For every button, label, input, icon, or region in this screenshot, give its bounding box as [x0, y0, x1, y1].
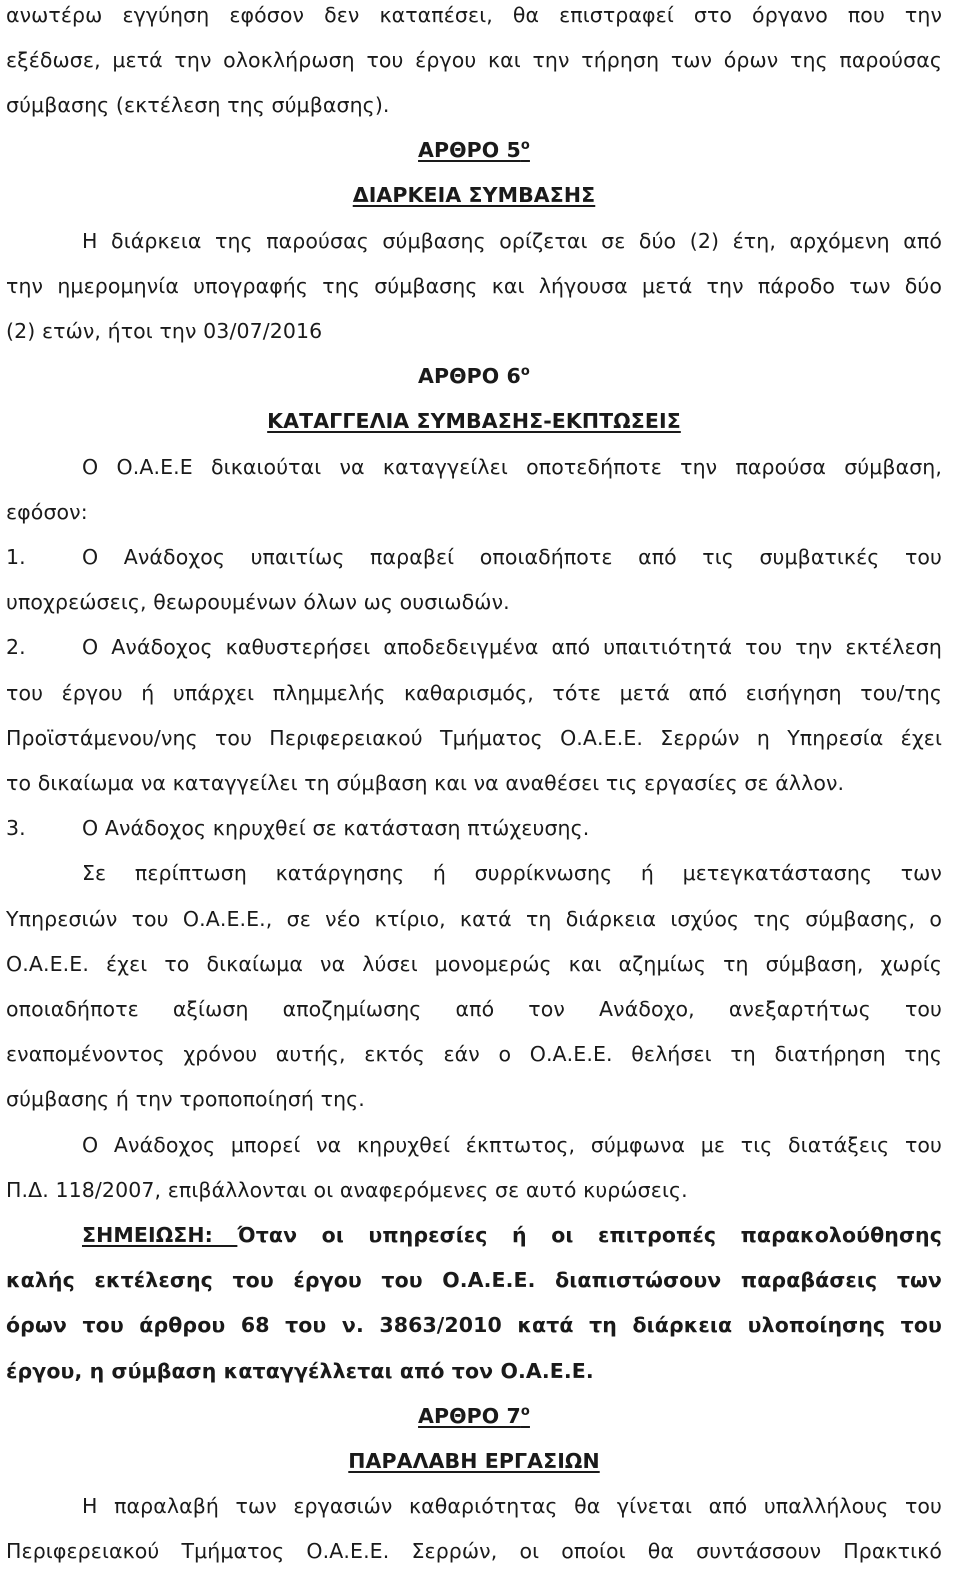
article-6-heading: ΚΑΤΑΓΓΕΛΙΑ ΣΥΜΒΑΣΗΣ-ΕΚΠΤΩΣΕΙΣ [267, 409, 681, 433]
paragraph-line: Υπηρεσιών του Ο.Α.Ε.Ε., σε νέο κτίριο, κατά τη διάρκεια ισχύος της σύμβασης, ο [6, 907, 942, 931]
article-5-heading: ΔΙΑΡΚΕΙΑ ΣΥΜΒΑΣΗΣ [352, 183, 596, 207]
paragraph-line: το δικαίωμα να καταγγείλει τη σύμβαση και να αναθέσει τις εργασίες σε άλλον. [6, 771, 845, 795]
paragraph-line: Π.Δ. 118/2007, επιβάλλονται οι αναφερόμενες σε αυτό κυρώσεις. [6, 1178, 688, 1202]
list-item-1 [6, 544, 942, 570]
paragraph-line: Ο.Α.Ε.Ε. έχει το δικαίωμα να λύσει μονομερώς και αζημίως τη σύμβαση, χωρίς [6, 952, 942, 976]
list-number: 2. [6, 635, 26, 659]
paragraph-line: εφόσον: [6, 500, 88, 524]
article-7-heading: ΠΑΡΑΛΑΒΗ ΕΡΓΑΣΙΩΝ [348, 1449, 600, 1473]
article-5-title: ΑΡΘΡΟ $5^o$ [418, 138, 530, 162]
paragraph-line: εξέδωσε, μετά την ολοκλήρωση του έργου και την τήρηση των όρων της παρούσας [6, 48, 942, 72]
note-line: ΣΗΜΕΙΩΣΗ: Όταν οι υπηρεσίες ή οι επιτροπές παρακολούθησης [82, 1223, 942, 1247]
note-line: καλής εκτέλεσης του έργου του Ο.Α.Ε.Ε. διαπιστώσουν παραβάσεις των [6, 1268, 942, 1292]
paragraph-line: σύμβασης (εκτέλεση της σύμβασης). [6, 93, 390, 117]
paragraph-line: του έργου ή υπάρχει πλημμελής καθαρισμός, τότε μετά από εισήγηση του/της [6, 681, 942, 705]
paragraph-line: ανωτέρω εγγύηση εφόσον δεν καταπέσει, θα επιστραφεί στο όργανο που την [6, 3, 942, 27]
list-text: Ο Ανάδοχος υπαιτίως παραβεί οποιαδήποτε από τις συμβατικές του [82, 545, 942, 569]
list-text: Ο Ανάδοχος κηρυχθεί σε κατάσταση πτώχευσης. [82, 816, 590, 840]
paragraph-line: οποιαδήποτε αξίωση αποζημίωσης από τον Ανάδοχο, ανεξαρτήτως του [6, 997, 942, 1021]
paragraph-line: σύμβασης ή την τροποποίησή της. [6, 1087, 365, 1111]
list-number: 1. [6, 545, 26, 569]
paragraph-line: υποχρεώσεις, θεωρουμένων όλων ως ουσιωδών. [6, 590, 510, 614]
paragraph-line: την ημερομηνία υπογραφής της σύμβασης και λήγουσα μετά την πάροδο των δύο [6, 274, 942, 298]
note-line: έργου, η σύμβαση καταγγέλλεται από τον Ο.Α.Ε.Ε. [6, 1359, 594, 1383]
note-label: ΣΗΜΕΙΩΣΗ: [82, 1223, 238, 1247]
article-7-title: ΑΡΘΡΟ $7^o$ [418, 1404, 530, 1428]
paragraph-line: Ο Ανάδοχος μπορεί να κηρυχθεί έκπτωτος, σύμφωνα με τις διατάξεις του [82, 1133, 942, 1157]
paragraph-line: Περιφερειακού Τμήματος Ο.Α.Ε.Ε. Σερρών, οι οποίοι θα συντάσσουν Πρακτικό [6, 1539, 942, 1563]
paragraph-line: Η διάρκεια της παρούσας σύμβασης ορίζεται σε δύο (2) έτη, αρχόμενη από [82, 229, 942, 253]
list-text: Ο Ανάδοχος καθυστερήσει αποδεδειγμένα από υπαιτιότητά του την εκτέλεση [82, 635, 942, 659]
paragraph-line: Σε περίπτωση κατάργησης ή συρρίκνωσης ή μετεγκατάστασης των [82, 861, 942, 885]
list-item-2 [6, 634, 942, 660]
paragraph-line: Η παραλαβή των εργασιών καθαριότητας θα γίνεται από υπαλλήλους του [82, 1494, 942, 1518]
paragraph-line: (2) ετών, ήτοι την 03/07/2016 [6, 319, 323, 343]
note-line: όρων του άρθρου 68 του ν. 3863/2010 κατά τη διάρκεια υλοποίησης του [6, 1313, 942, 1337]
list-number: 3. [6, 816, 26, 840]
list-item-3 [6, 815, 942, 841]
paragraph-line: εναπομένοντος χρόνου αυτής, εκτός εάν ο Ο.Α.Ε.Ε. θελήσει τη διατήρηση της [6, 1042, 942, 1066]
article-6-title: ΑΡΘΡΟ $6^o$ [418, 364, 530, 388]
paragraph-line: Προϊστάμενου/νης του Περιφερειακού Τμήματος Ο.Α.Ε.Ε. Σερρών η Υπηρεσία έχει [6, 726, 942, 750]
paragraph-line: Ο Ο.Α.Ε.Ε δικαιούται να καταγγείλει οποτεδήποτε την παρούσα σύμβαση, [82, 455, 942, 479]
